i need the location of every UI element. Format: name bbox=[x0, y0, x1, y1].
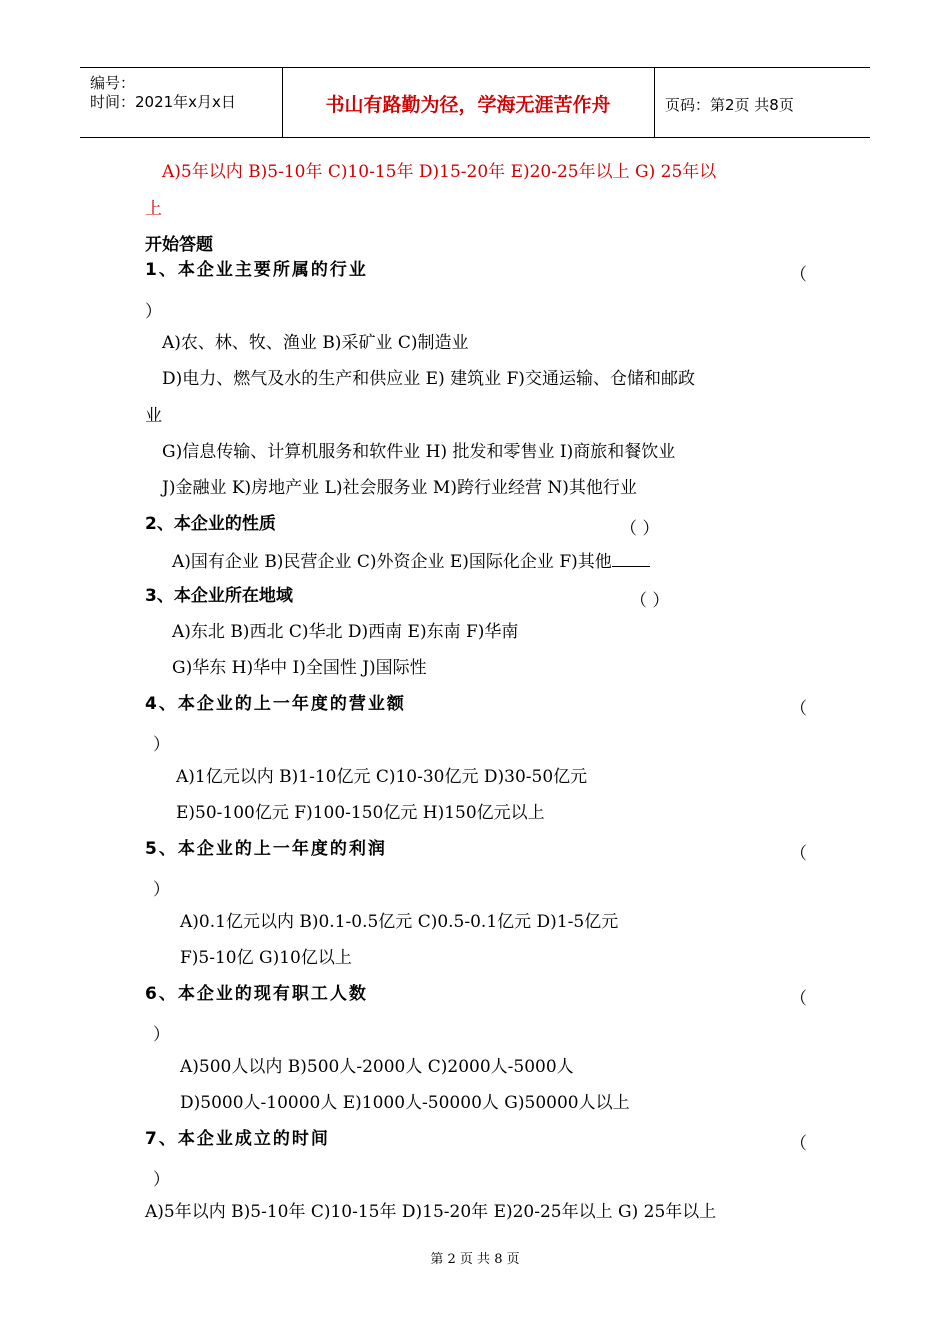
question-4-options-2: E)50-100亿元 F)100-150亿元 H)150亿元以上 bbox=[176, 803, 545, 823]
question-6-options-1: A)500人以内 B)500人-2000人 C)2000人-5000人 bbox=[180, 1057, 574, 1077]
question-1-options-2: D)电力、燃气及水的生产和供应业 E) 建筑业 F)交通运输、仓储和邮政 bbox=[162, 369, 695, 389]
question-2-paren: （ ） bbox=[620, 519, 660, 539]
question-1-options-1: A)农、林、牧、渔业 B)采矿业 C)制造业 bbox=[162, 333, 469, 353]
document-header bbox=[80, 67, 870, 138]
question-2-options-text: A)国有企业 B)民营企业 C)外资企业 E)国际化企业 F)其他 bbox=[172, 552, 612, 572]
question-7-paren-right: ） bbox=[153, 1170, 170, 1190]
question-3-options-2: G)华东 H)华中 I)全国性 J)国际性 bbox=[172, 658, 427, 678]
question-3-title: 3、本企业所在地域 bbox=[145, 586, 293, 606]
start-label: 开始答题 bbox=[145, 235, 213, 255]
header-left-cell bbox=[80, 68, 283, 137]
question-3-options-1: A)东北 B)西北 C)华北 D)西南 E)东南 F)华南 bbox=[172, 622, 519, 642]
question-4-paren-left: （ bbox=[790, 699, 807, 719]
question-5-paren-left: （ bbox=[790, 844, 807, 864]
question-1-options-3: 业 bbox=[145, 406, 162, 426]
question-1-paren-left: （ bbox=[790, 265, 807, 285]
question-4-options-1: A)1亿元以内 B)1-10亿元 C)10-30亿元 D)30-50亿元 bbox=[176, 767, 588, 787]
question-7-title: 7、本企业成立的时间 bbox=[145, 1129, 330, 1149]
header-page-cell bbox=[655, 68, 870, 137]
question-4-paren-right: ） bbox=[153, 735, 170, 755]
question-6-title: 6、本企业的现有职工人数 bbox=[145, 984, 368, 1004]
intro-options-cont: 上 bbox=[145, 199, 162, 219]
question-6-paren-left: （ bbox=[790, 989, 807, 1009]
question-6-paren-right: ） bbox=[153, 1025, 170, 1045]
question-3-paren: （ ） bbox=[630, 591, 670, 611]
question-1-options-4: G)信息传输、计算机服务和软件业 H) 批发和零售业 I)商旅和餐饮业 bbox=[162, 442, 676, 462]
question-1-options-5: J)金融业 K)房地产业 L)社会服务业 M)跨行业经营 N)其他行业 bbox=[162, 478, 637, 498]
question-7-options-1: A)5年以内 B)5-10年 C)10-15年 D)15-20年 E)20-25年以上 G) 25年以上 bbox=[145, 1202, 717, 1222]
header-motto-cell bbox=[282, 68, 655, 137]
question-1-paren-right: ） bbox=[145, 302, 162, 322]
question-6-options-2: D)5000人-10000人 E)1000人-50000人 G)50000人以上 bbox=[180, 1093, 630, 1113]
question-2-title: 2、本企业的性质 bbox=[145, 514, 276, 534]
question-2-blank[interactable] bbox=[612, 550, 650, 567]
question-7-paren-left: （ bbox=[790, 1134, 807, 1154]
question-4-title: 4、本企业的上一年度的营业额 bbox=[145, 694, 406, 714]
question-1-title: 1、本企业主要所属的行业 bbox=[145, 260, 368, 280]
motto: 书山有路勤为径，学海无涯苦作舟 bbox=[325, 94, 611, 116]
question-5-title: 5、本企业的上一年度的利润 bbox=[145, 839, 387, 859]
intro-options-line: A)5年以内 B)5-10年 C)10-15年 D)15-20年 E)20-25年以上 G) 25年以 bbox=[162, 162, 717, 182]
question-5-options-2: F)5-10亿 G)10亿以上 bbox=[180, 948, 352, 968]
code-label: 编号： bbox=[90, 74, 136, 92]
question-5-options-1: A)0.1亿元以内 B)0.1-0.5亿元 C)0.5-0.1亿元 D)1-5亿元 bbox=[180, 912, 619, 932]
page-footer: 第 2 页 共 8 页 bbox=[430, 1252, 520, 1267]
question-5-paren-right: ） bbox=[153, 880, 170, 900]
question-2-options-1 bbox=[172, 550, 650, 572]
page-info: 页码：第2页 共8页 bbox=[665, 96, 794, 114]
time-label: 时间：2021年x月x日 bbox=[90, 93, 236, 111]
